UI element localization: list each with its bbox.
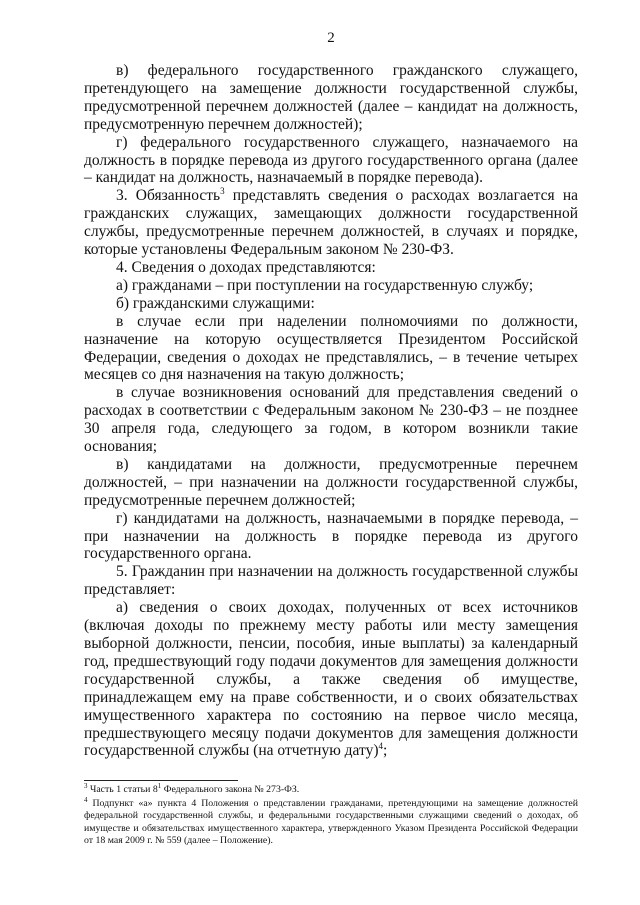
paragraph-3	[84, 187, 578, 259]
paragraph-1-g: г) федерального государственного служащего, назначаемого на должность в порядке перевода из другого государственного органа (далее – кандидат на должность, назначаемый в порядке перевода).	[84, 133, 578, 187]
footnote-4-text: Подпункт «а» пункта 4 Положения о представлении гражданами, претендующими на замещение должностей федеральной государственной службы, и федеральными государственными служащими сведений о доходах, об имуществе и обязательствах имущественного характера, утвержденного Указом Президента Российской Федерации от 18 мая 2009 г. № 559 (далее – Положение).	[84, 797, 578, 847]
paragraph-4-b-1: в случае если при наделении полномочиями по должности, назначение на которую осуществляется Президентом Российской Федерации, сведения о доходах не представлялись, – в течение четырех месяцев со дня назначения на такую должность;	[84, 312, 578, 384]
paragraph-4-v: в) кандидатами на должности, предусмотренные перечнем должностей, – при назначении на должности государственной службы, предусмотренные перечнем должностей;	[84, 455, 578, 509]
footnotes	[84, 784, 578, 849]
footnote-3	[84, 784, 578, 797]
footnote-3-text-b: Федерального закона № 273-ФЗ.	[161, 784, 300, 795]
footnote-3-sup: 1	[157, 782, 162, 790]
paragraph-4-b-2: в случае возникновения оснований для представления сведений о расходах в соответствии с Федеральным законом № 230-ФЗ – не позднее 30 апреля года, следующего за годом, в котором возникли такие основания;	[84, 384, 578, 456]
page-number: 2	[327, 30, 335, 46]
document-body	[84, 62, 578, 760]
footnote-4-mark: 4	[84, 795, 88, 804]
footnote-4	[84, 795, 578, 848]
paragraph-4-b: б) гражданскими служащими:	[116, 294, 315, 312]
paragraph-5-a-text-a: а) сведения о своих доходах, полученных от всех источников (включая доходы по прежнему месту работы или месту замещения выборной должности, пенсии, пособия, иные выплаты) за календарный год, предшествующий году подачи документов для замещения должности государственной службы, а также сведения об имуществе, принадлежащем ему на праве собственности, и о своих обязательствах имущественного характера по состоянию на первое число месяца, предшествующего месяцу подачи документов для замещения должности государственной службы (на отчетную дату)	[84, 599, 578, 760]
paragraph-5-a	[84, 599, 578, 760]
footnote-3-mark: 3	[84, 782, 88, 790]
paragraph-4-a: а) гражданами – при поступлении на государственную службу;	[116, 276, 534, 294]
footnote-3-text-a: Часть 1 статьи 8	[87, 784, 158, 795]
paragraph-1-v: в) федерального государственного гражданского служащего, претендующего на замещение должности государственной службы, предусмотренной перечнем должностей (далее – кандидат на должность, предусмотренную перечнем должностей);	[84, 62, 578, 133]
footnote-ref-4: 4	[378, 741, 384, 752]
paragraph-3-text-a: 3. Обязанность	[116, 187, 221, 205]
paragraph-4-g: г) кандидатами на должность, назначаемыми в порядке перевода, – при назначении на должность в порядке перевода из другого государственного органа.	[84, 509, 578, 563]
footnote-ref-3: 3	[220, 186, 225, 197]
footnote-divider	[84, 780, 238, 781]
paragraph-4: 4. Сведения о доходах представляются:	[116, 258, 376, 276]
paragraph-5: 5. Гражданин при назначении на должность государственной службы представляет:	[84, 563, 578, 599]
paragraph-5-a-text-b: ;	[383, 742, 388, 760]
paragraph-3-text-b: представлять сведения о расходах возлагается на гражданских служащих, замещающих должности государственной службы, предусмотренные перечнем должностей, в случаях и порядке, которые установлены Федеральным законом № 230-ФЗ.	[84, 187, 578, 259]
